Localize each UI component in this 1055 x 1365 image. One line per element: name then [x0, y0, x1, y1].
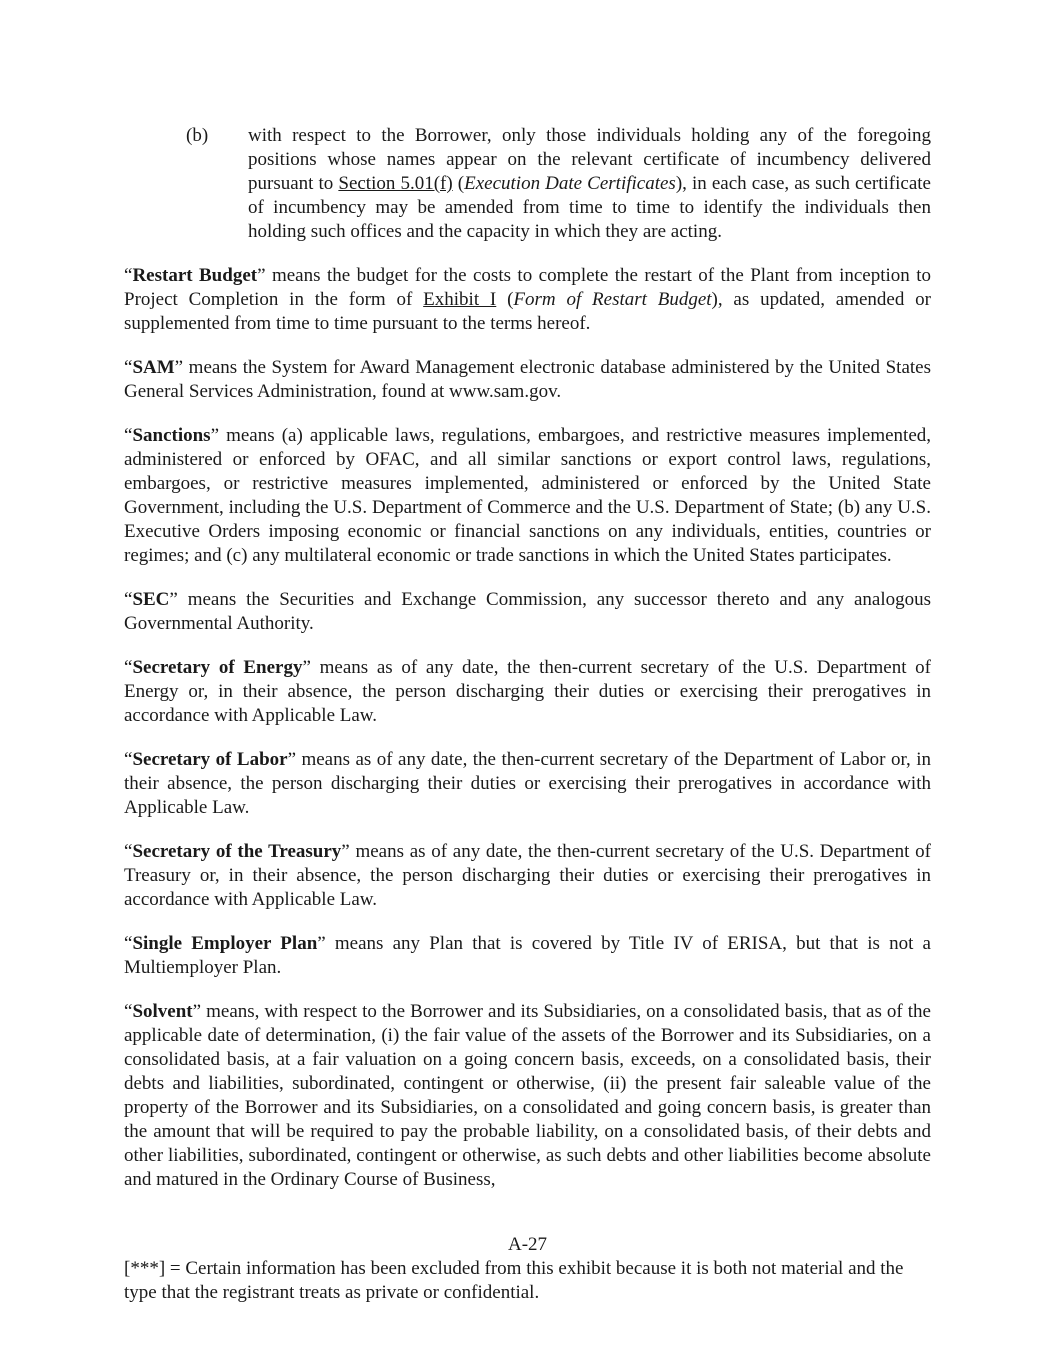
list-item-label: (b): [186, 125, 209, 146]
defined-term: SEC: [132, 589, 170, 610]
italic-reference: Form of Restart Budget: [513, 289, 712, 310]
document-body: [124, 124, 931, 1212]
defined-term: Sanctions: [132, 425, 211, 446]
definition-sanctions: “Sanctions” means (a) applicable laws, regulations, embargoes, and restrictive measures implemented, administered or enforced by OFAC, and all similar sanctions or export control laws, regulations, embargoes, or restrictive measures implemented, administered or enforced by the United State Government, including the U.S. Department of Commerce and the U.S. Department of State; (b) any U.S. Executive Orders imposing economic or financial sanctions on any individuals, entities, countries or regimes; and (c) any multilateral economic or trade sanctions in which the United States participates.: [124, 425, 931, 566]
page-number: A-27: [507, 1234, 548, 1255]
definition-sec: “SEC” means the Securities and Exchange Commission, any successor thereto and any analogous Governmental Authority.: [124, 589, 931, 634]
confidentiality-footnote: [***] = Certain information has been excluded from this exhibit because it is both not material and the type that the registrant treats as private or confidential.: [124, 1258, 904, 1303]
definition-secretary-of-labor: “Secretary of Labor” means as of any date, the then-current secretary of the Department of Labor or, in their absence, the person discharging their duties or exercising their prerogatives in accordance with Applicable Law.: [124, 749, 931, 818]
defined-term: Secretary of the Treasury: [132, 841, 342, 862]
definition-secretary-of-the-treasury: “Secretary of the Treasury” means as of any date, the then-current secretary of the U.S. Department of Treasury or, in their absence, the person discharging their duties or exercising their prerogatives in accordance with Applicable Law.: [124, 841, 931, 910]
italic-reference: Execution Date Certificates: [464, 173, 676, 194]
defined-term: SAM: [132, 357, 175, 378]
defined-term: Solvent: [132, 1001, 193, 1022]
list-item-b: [124, 124, 931, 244]
definition-solvent: “Solvent” means, with respect to the Borrower and its Subsidiaries, on a consolidated basis, that as of the applicable date of determination, (i) the fair value of the assets of the Borrower and its Subsidiaries, on a consolidated basis, at a fair valuation on a going concern basis, exceeds, on a consolidated basis, their debts and liabilities, subordinated, contingent or otherwise, (ii) the present fair saleable value of the property of the Borrower and its Subsidiaries, on a consolidated and going concern basis, is greater than the amount that will be required to pay the probable liability, on a consolidated basis, of their debts and other liabilities, subordinated, contingent or otherwise, as such debts and other liabilities become absolute and matured in the Ordinary Course of Business,: [124, 1001, 931, 1190]
section-reference-link: Section 5.01(f): [338, 173, 453, 194]
definition-single-employer-plan: “Single Employer Plan” means any Plan that is covered by Title IV of ERISA, but that is not a Multiemployer Plan.: [124, 933, 931, 978]
defined-term: Single Employer Plan: [132, 933, 318, 954]
definition-restart-budget: “Restart Budget” means the budget for the costs to complete the restart of the Plant from inception to Project Completion in the form of Exhibit I (Form of Restart Budget), as updated, amended or supplemented from time to time pursuant to the terms hereof.: [124, 265, 931, 334]
defined-term: Secretary of Energy: [132, 657, 303, 678]
exhibit-reference-link: Exhibit I: [423, 289, 497, 310]
definition-sam: “SAM” means the System for Award Management electronic database administered by the United States General Services Administration, found at www.sam.gov.: [124, 357, 931, 402]
list-item-text: with respect to the Borrower, only those individuals holding any of the foregoing positions whose names appear on the relevant certificate of incumbency delivered pursuant to Section 5.01(f) (Execution Date Certificates), in each case, as such certificate of incumbency may be amended from time to time to identify the individuals then holding such offices and the capacity in which they are acting.: [248, 125, 931, 242]
defined-term: Secretary of Labor: [132, 749, 288, 770]
defined-term: Restart Budget: [132, 265, 258, 286]
definition-secretary-of-energy: “Secretary of Energy” means as of any date, the then-current secretary of the U.S. Department of Energy or, in their absence, the person discharging their duties or exercising their prerogatives in accordance with Applicable Law.: [124, 657, 931, 726]
